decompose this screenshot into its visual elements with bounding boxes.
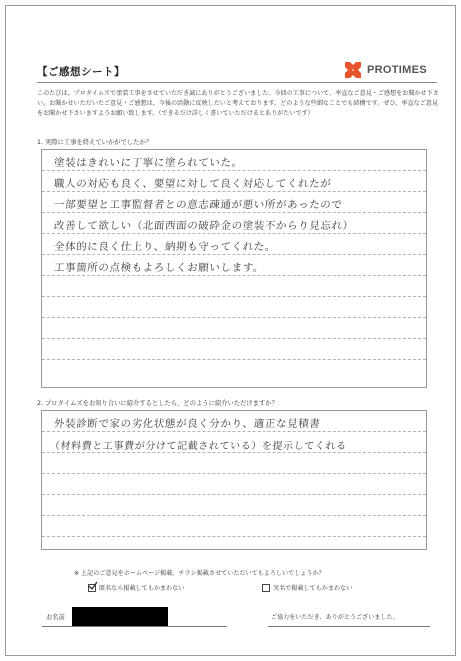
checkbox-realname[interactable]	[262, 584, 270, 592]
checkmark-icon	[88, 581, 98, 591]
intro-paragraph: このたびは、プロタイムズで塗装工事をさせていただき誠にありがとうございました。今回の工事について、率直なご意見・ご感想をお聞かせ下さい。お聞かせいただいたご意見・ご感想は、今後の活動に反映したいと考えております。どのような些細なことでも結構です。ぜひ、率直なご意見をお聞かせ下さいますようお願い致します。（できるだけ詳しく書いていただけるとありがたいです）	[37, 90, 439, 118]
ruled-line	[42, 296, 426, 297]
handwritten-answer-line: 職人の対応も良く、要望に対して良く対応してくれたが	[53, 178, 332, 190]
name-underline	[42, 626, 227, 627]
ruled-line	[42, 338, 426, 339]
ruled-line	[42, 233, 426, 234]
ruled-line	[42, 275, 426, 276]
ruled-line	[42, 515, 426, 516]
option-anonymous-label: 匿名なら掲載してもかまわない	[99, 585, 185, 592]
ruled-line	[42, 452, 426, 453]
ruled-line	[42, 473, 426, 474]
thanks-message: ご協力をいただき、ありがとうございました。	[271, 614, 399, 621]
title-divider	[37, 82, 437, 83]
ruled-line	[42, 494, 426, 495]
handwritten-answer-line: 一部要望と工事監督者との意志疎通が悪い所があったので	[53, 199, 343, 211]
sheet-title: 【ご感想シート】	[37, 66, 125, 78]
handwritten-answer-line: 塗装はきれいに丁寧に塗られていた。	[53, 157, 244, 169]
question-1-label: 1. 実際に工事を終えていかがでしたか？	[37, 139, 153, 146]
consent-option-anonymous[interactable]	[88, 583, 184, 592]
ruled-line	[42, 212, 426, 213]
handwritten-answer-line: 改善して欲しい（北面西面の破砕金の塗装不からり見忘れ）	[53, 220, 355, 232]
option-realname-label: 実名で掲載してもかまわない	[273, 585, 353, 592]
ruled-line	[42, 536, 426, 537]
name-label: お名前	[46, 614, 65, 621]
thanks-underline	[268, 626, 430, 627]
consent-question: ※ 上記のご意見をホームページ掲載、チラシ掲載させていただいてもよろしいでしょうか？	[74, 570, 325, 577]
checkbox-anonymous[interactable]	[88, 584, 96, 592]
protimes-x-logo-icon	[343, 60, 363, 80]
ruled-line	[42, 431, 426, 432]
handwritten-answer-line: 外装診断で家の劣化状態が良く分かり、適正な見積書	[53, 418, 321, 430]
logo-wordmark: PROTIMES	[367, 64, 427, 76]
feedback-sheet	[5, 5, 456, 656]
protimes-logo	[343, 59, 427, 81]
redacted-name	[72, 607, 168, 627]
handwritten-answer-line: 工事箇所の点検もよろしくお願いします。	[53, 262, 265, 274]
ruled-line	[42, 317, 426, 318]
ruled-line	[42, 170, 426, 171]
handwritten-answer-line: （材料費と工事費が分けて記載されている）を提示してくれる	[49, 441, 348, 452]
ruled-line	[42, 191, 426, 192]
question-2-answer-box	[41, 410, 427, 550]
handwritten-answer-line: 全体的に良く仕上り、納期も守ってくれた。	[53, 241, 277, 253]
consent-option-realname[interactable]	[262, 583, 352, 592]
ruled-line	[42, 359, 426, 360]
question-1-answer-box	[41, 149, 427, 388]
question-2-label: 2. プロタイムズをお知り合いに紹介するとしたら、どのように紹介いただけますか？	[37, 400, 278, 407]
ruled-line	[42, 254, 426, 255]
